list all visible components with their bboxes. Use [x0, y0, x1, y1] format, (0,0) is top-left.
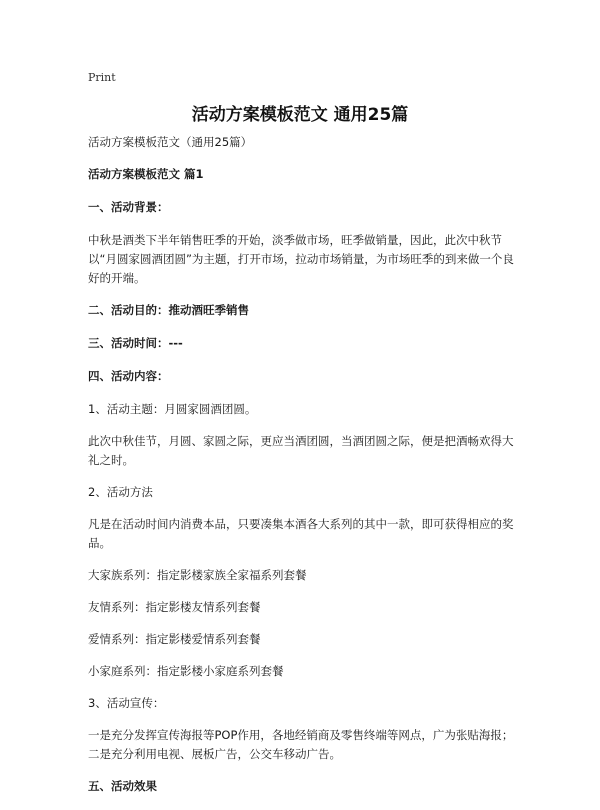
paragraph-festival: 此次中秋佳节，月圆、家圆之际，更应当酒团圆，当酒团圆之际，便是把酒畅欢得大礼之时。	[88, 434, 514, 467]
series-small-family: 小家庭系列：指定影楼小家庭系列套餐	[88, 664, 284, 678]
heading-background: 一、活动背景：	[88, 200, 169, 214]
paragraph-background: 中秋是酒类下半年销售旺季的开始，淡季做市场，旺季做销量，因此，此次中秋节以“月圆家圆酒团圆”为主题，打开市场，拉动市场销量，为市场旺季的到来做一个良好的开端。	[88, 233, 514, 285]
series-friendship: 友情系列：指定影楼友情系列套餐	[88, 600, 261, 614]
paragraph-method: 凡是在活动时间内消费本品，只要凑集本酒各大系列的其中一款，即可获得相应的奖品。	[88, 517, 514, 550]
series-love: 爱情系列：指定影楼爱情系列套餐	[88, 632, 261, 646]
print-label: Print	[88, 71, 116, 84]
item-method: 2、活动方法	[88, 485, 153, 499]
paragraph-promotion: 一是充分发挥宣传海报等POP作用，各地经销商及零售终端等网点，广为张贴海报；二是充分利用电视、展板广告，公交车移动广告。	[88, 728, 514, 761]
document-subtitle: 活动方案模板范文（通用25篇）	[88, 135, 253, 149]
section-heading: 活动方案模板范文 篇1	[88, 167, 204, 181]
series-family: 大家族系列：指定影楼家族全家福系列套餐	[88, 568, 307, 582]
item-theme: 1、活动主题：月圆家圆酒团圆。	[88, 402, 257, 416]
heading-time: 三、活动时间：---	[88, 336, 183, 350]
heading-content: 四、活动内容：	[88, 369, 169, 383]
item-promotion: 3、活动宣传：	[88, 696, 165, 710]
document-title: 活动方案模板范文 通用25篇	[191, 105, 409, 125]
heading-purpose: 二、活动目的：推动酒旺季销售	[88, 303, 249, 317]
document-body	[88, 133, 514, 810]
heading-effect: 五、活动效果	[88, 779, 157, 793]
